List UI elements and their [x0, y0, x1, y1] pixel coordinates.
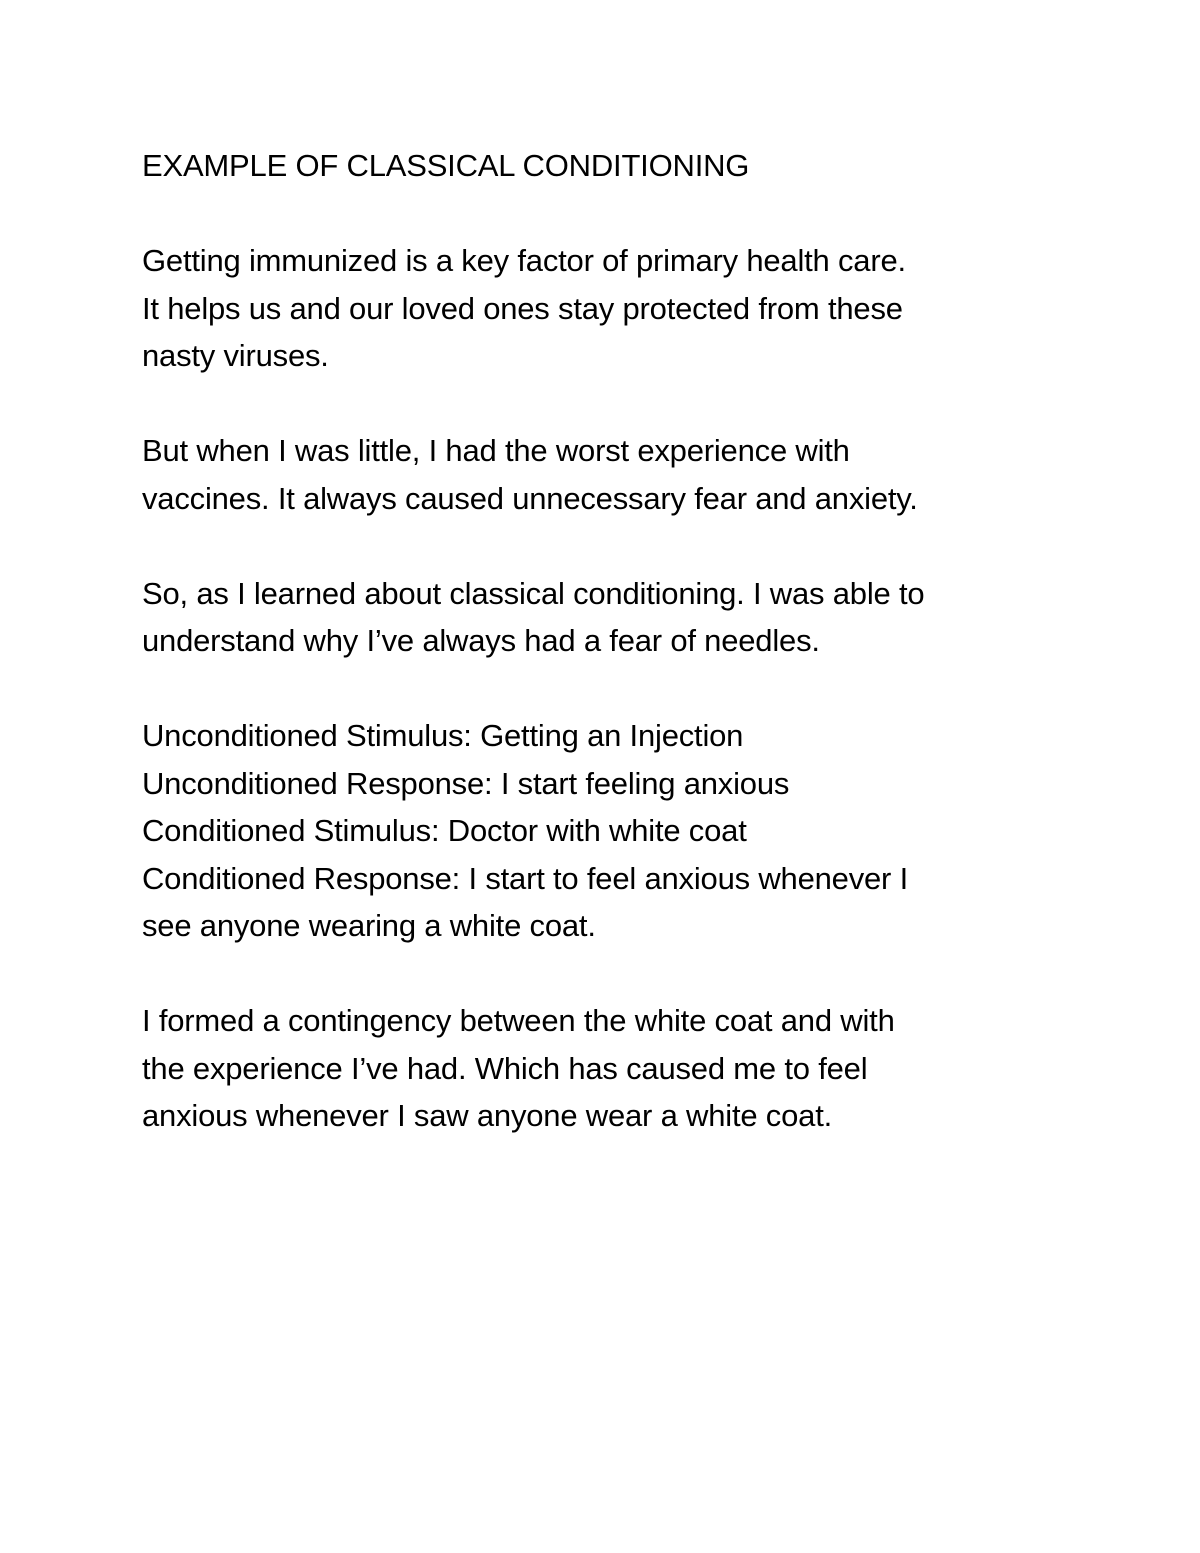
text-line: nasty viruses. — [142, 338, 329, 373]
paragraph-childhood-experience — [142, 427, 1102, 522]
text-line: It helps us and our loved ones stay protected from these — [142, 290, 903, 326]
conditioned-stimulus-line: Conditioned Stimulus: Doctor with white coat — [142, 813, 747, 848]
document-body — [142, 142, 1102, 1187]
unconditioned-response-line: Unconditioned Response: I start feeling anxious — [142, 765, 790, 801]
unconditioned-stimulus-line: Unconditioned Stimulus: Getting an Injection — [142, 718, 744, 753]
text-line: see anyone wearing a white coat. — [142, 908, 596, 943]
paragraph-learning — [142, 570, 1102, 665]
paragraph-immunization — [142, 237, 1102, 380]
paragraph-conditioning-terms — [142, 712, 1102, 950]
document-title: EXAMPLE OF CLASSICAL CONDITIONING — [142, 148, 750, 183]
text-line: the experience I’ve had. Which has caused me to feel — [142, 1050, 868, 1086]
text-line: understand why I’ve always had a fear of needles. — [142, 623, 820, 658]
text-line: So, as I learned about classical conditioning. I was able to — [142, 575, 925, 611]
text-line: vaccines. It always caused unnecessary fear and anxiety. — [142, 480, 918, 516]
paragraph-contingency — [142, 997, 1102, 1140]
text-line: Getting immunized is a key factor of primary health care. — [142, 243, 906, 278]
text-line: But when I was little, I had the worst experience with — [142, 433, 850, 468]
text-line: anxious whenever I saw anyone wear a white coat. — [142, 1098, 833, 1133]
text-line: I formed a contingency between the white coat and with — [142, 1003, 895, 1038]
conditioned-response-line: Conditioned Response: I start to feel anxious whenever I — [142, 860, 908, 896]
